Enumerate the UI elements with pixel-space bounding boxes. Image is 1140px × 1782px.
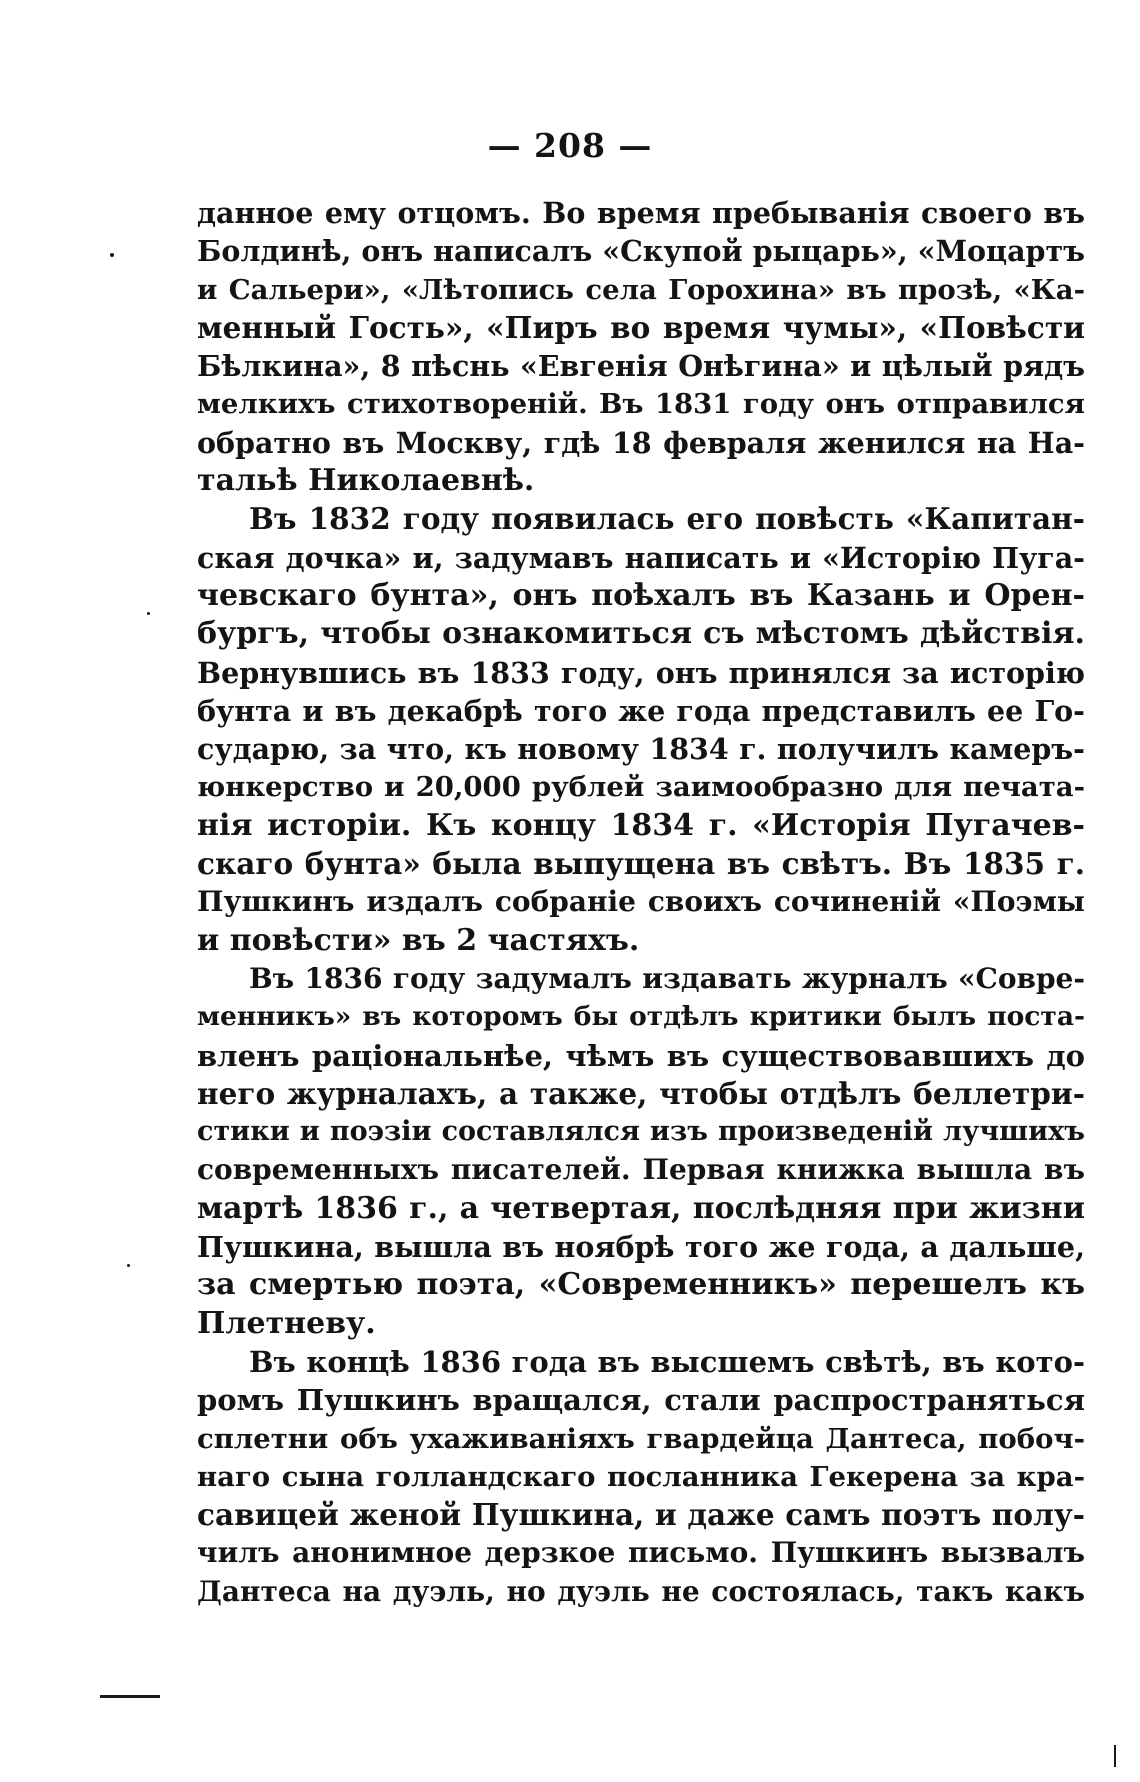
text-line: и повѣсти» въ 2 частяхъ. [197, 922, 640, 958]
text-line: сударю, за что, къ новому 1834 г. получилъ камеръ- [197, 732, 1085, 767]
text-line: Бѣлкина», 8 пѣснь «Евгенія Онѣгина» и цѣлый рядъ [197, 349, 1085, 384]
margin-rule [100, 1695, 160, 1698]
text-line: Болдинѣ, онъ написалъ «Скупой рыцарь», «Моцартъ [197, 234, 1085, 269]
text-line: и Сальери», «Лѣтопись села Горохина» въ прозѣ, «Ка- [197, 273, 1085, 306]
text-line: Вернувшись въ 1833 году, онъ принялся за исторію [197, 655, 1085, 690]
text-line: Въ 1832 году появилась его повѣсть «Капитан- [249, 501, 1085, 537]
text-line: Плетневу. [197, 1305, 376, 1341]
text-line: чевскаго бунта», онъ поѣхалъ въ Казань и Орен- [197, 577, 1085, 613]
text-line: данное ему отцомъ. Во время пребыванія своего въ [197, 196, 1085, 230]
text-line: Пушкина, вышла въ ноябрѣ того же года, а дальше, [197, 1230, 1085, 1265]
body-text [197, 194, 1085, 1611]
text-line: современныхъ писателей. Первая книжка вышла въ [197, 1153, 1085, 1187]
text-line: сплетни объ ухаживаніяхъ гвардейца Дантеса, побоч- [197, 1422, 1085, 1455]
text-line: вленъ раціональнѣе, чѣмъ въ существовавшихъ до [197, 1038, 1085, 1073]
scan-speck [147, 612, 150, 615]
text-line: менный Гость», «Пиръ во время чумы», «Повѣсти [197, 309, 1085, 345]
text-line: чилъ анонимное дерзкое письмо. Пушкинъ вызвалъ [197, 1536, 1085, 1570]
scan-speck [127, 1264, 130, 1267]
text-line: Дантеса на дуэль, но дуэль не состоялась, такъ какъ [197, 1574, 1085, 1608]
text-line: ромъ Пушкинъ вращался, стали распространяться [197, 1383, 1085, 1418]
text-line: обратно въ Москву, гдѣ 18 февраля женился на На- [197, 425, 1085, 460]
text-line: ская дочка» и, задумавъ написать и «Исторію Пуга- [197, 540, 1085, 575]
text-line: тальѣ Николаевнѣ. [197, 463, 535, 499]
text-line: Въ концѣ 1836 года въ высшемъ свѣтѣ, въ кото- [249, 1344, 1085, 1379]
text-line: за смертью поэта, «Современникъ» перешелъ къ [197, 1267, 1085, 1303]
paragraph-4 [197, 1343, 1085, 1611]
text-line: савицей женой Пушкина, и даже самъ поэтъ полу- [197, 1497, 1085, 1533]
text-line: наго сына голландскаго посланника Гекерена за кра- [197, 1460, 1085, 1493]
text-line: юнкерство и 20,000 рублей заимообразно для печата- [197, 771, 1085, 804]
text-line: бургъ, чтобы ознакомиться съ мѣстомъ дѣйствія. [197, 616, 1085, 652]
text-line: мелкихъ стихотвореній. Въ 1831 году онъ отправился [197, 388, 1085, 421]
text-line: скаго бунта» была выпущена въ свѣтъ. Въ 1835 г. [197, 846, 1085, 882]
text-line: Пушкинъ издалъ собраніе своихъ сочиненій «Поэмы [197, 885, 1085, 919]
text-line: мартѣ 1836 г., а четвертая, послѣдняя при жизни [197, 1190, 1085, 1226]
margin-tick [1114, 1745, 1116, 1767]
text-line: стики и поэзіи составлялся изъ произведеній лучшихъ [197, 1116, 1085, 1148]
text-line: Въ 1836 году задумалъ издавать журналъ «Совре- [249, 961, 1085, 995]
text-line: бунта и въ декабрѣ того же года представилъ ее Го- [197, 693, 1085, 728]
scan-speck [110, 253, 114, 257]
text-line: нія исторіи. Къ концу 1834 г. «Исторія Пугачев- [197, 807, 1085, 843]
paragraph-2 [197, 500, 1085, 960]
paragraph-3 [197, 960, 1085, 1343]
paragraph-1 [197, 194, 1085, 500]
text-line: менникъ» въ которомъ бы отдѣлъ критики былъ поста- [197, 1001, 1085, 1033]
text-line: него журналахъ, а также, чтобы отдѣлъ беллетри- [197, 1075, 1085, 1111]
page-number: — 208 — [487, 126, 653, 165]
